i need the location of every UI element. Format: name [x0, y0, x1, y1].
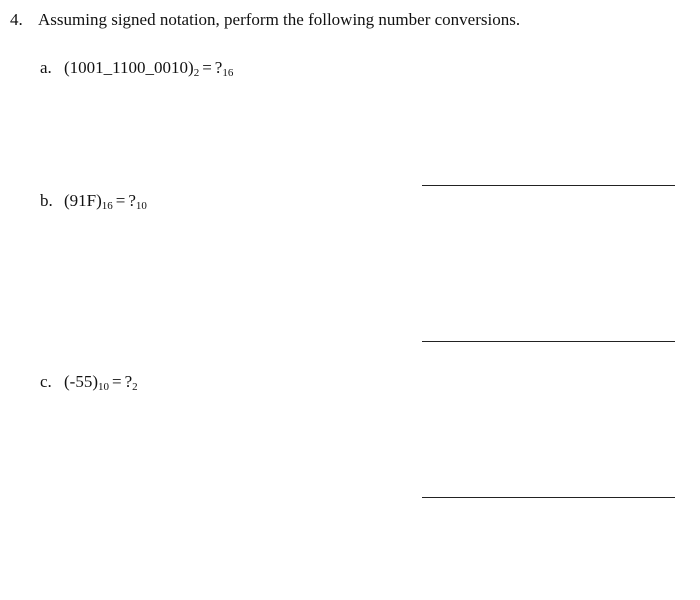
- part-a-equals: =: [202, 58, 212, 77]
- part-c-from-base: 10: [97, 381, 109, 393]
- part-a-answer-line[interactable]: [422, 185, 675, 186]
- part-b-unknown: ?: [128, 191, 136, 210]
- part-b-answer-line[interactable]: [422, 341, 675, 342]
- part-c-value: (-55): [64, 372, 98, 391]
- part-c-to-base: 2: [132, 381, 138, 393]
- part-b-letter: b.: [40, 191, 53, 210]
- part-b-from-base: 16: [101, 200, 113, 212]
- part-a-value: (1001_1100_0010): [64, 58, 194, 77]
- part-a-unknown: ?: [214, 58, 223, 77]
- part-b-equals: =: [115, 191, 126, 210]
- part-c-unknown: ?: [124, 372, 133, 391]
- part-c-answer-line[interactable]: [422, 497, 675, 498]
- question-text: Assuming signed notation, perform the following number conversions.: [38, 10, 521, 29]
- part-a-letter: a.: [40, 58, 52, 77]
- part-b-to-base: 10: [135, 200, 147, 212]
- part-a-to-base: 16: [222, 67, 234, 79]
- part-c-letter: c.: [40, 372, 52, 391]
- part-a: [40, 58, 233, 78]
- question-heading: [10, 10, 520, 30]
- part-b: [40, 191, 147, 211]
- question-number: 4.: [10, 10, 23, 29]
- part-c: [40, 372, 138, 392]
- part-b-value: (91F): [64, 191, 102, 210]
- part-c-equals: =: [111, 372, 122, 391]
- part-a-from-base: 2: [193, 67, 200, 79]
